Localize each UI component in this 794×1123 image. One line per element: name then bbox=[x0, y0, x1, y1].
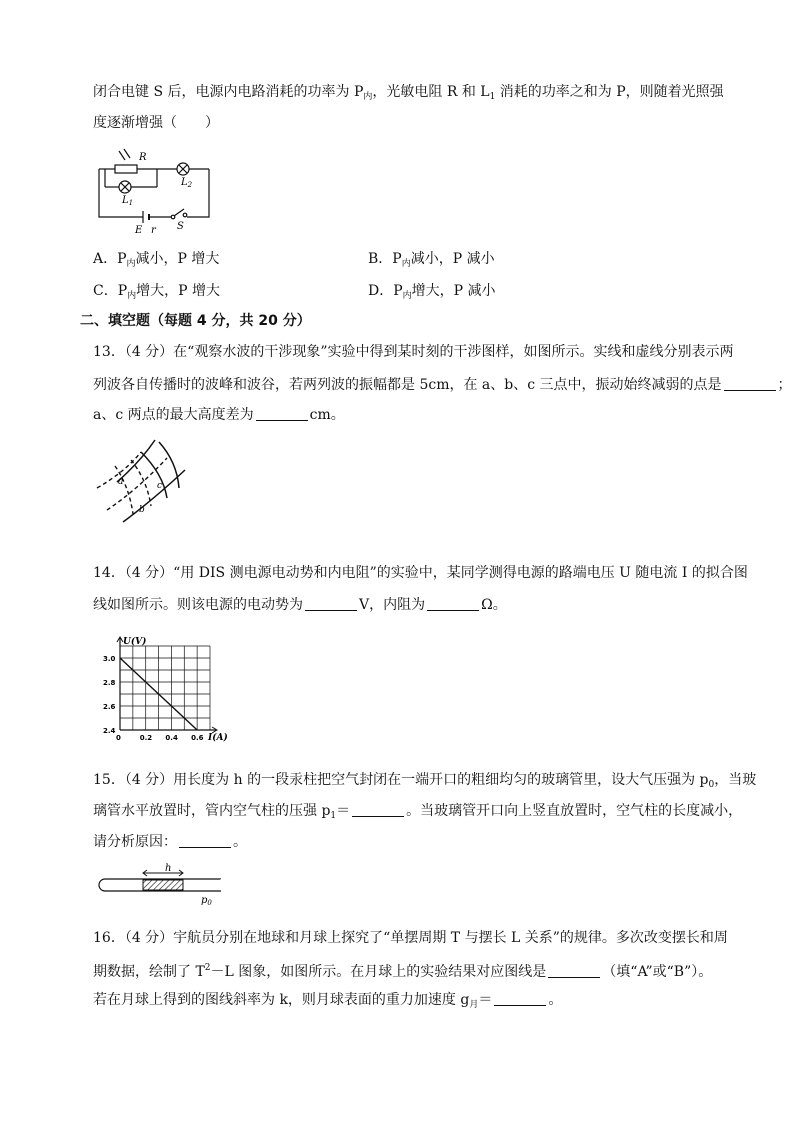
q16-blank-2[interactable] bbox=[494, 991, 546, 1006]
label-E: E bbox=[135, 225, 143, 236]
label-L1: $L_1$ bbox=[122, 195, 134, 207]
chart-x-axis-label: I(A) bbox=[208, 733, 228, 743]
y-tick-label: 2.8 bbox=[103, 679, 116, 687]
q13-interference-figure bbox=[95, 440, 195, 530]
x-tick-label: 0.4 bbox=[165, 734, 178, 742]
q12-option-a[interactable]: A．$P_内$减小，P 增大 bbox=[93, 251, 220, 269]
point-c: c bbox=[157, 481, 163, 491]
q12-option-c[interactable]: C．$P_内$增大，P 增大 bbox=[93, 283, 221, 301]
y-tick-label: 2.4 bbox=[103, 727, 116, 735]
q15-line2: 璃管水平放置时，管内空气柱的压强 $p_1=$ 。当玻璃管开口向上竖直放置时，空气柱的长度减小， bbox=[93, 803, 743, 821]
x-tick-label: 0.6 bbox=[191, 734, 204, 742]
q13-blank-2[interactable] bbox=[256, 406, 308, 421]
chart-axes bbox=[117, 637, 217, 733]
section-heading-fill-blank: 二、填空题（每题 4 分，共 20 分） bbox=[80, 313, 311, 329]
chart-grid bbox=[120, 646, 210, 730]
label-S: S bbox=[177, 221, 184, 232]
q12-stem-line1: 闭合电键 S 后，电源内电路消耗的功率为 $P_内$，光敏电阻 R 和 $L_1$ 消耗的功率之和为 P，则随着光照强 bbox=[93, 84, 724, 102]
q13-line3: a、c 两点的最大高度差为 cm。 bbox=[93, 407, 345, 423]
q14-line2: 线如图所示。则该电源的电动势为 V，内阻为 Ω。 bbox=[93, 597, 507, 613]
q15-blank-1[interactable] bbox=[352, 802, 404, 817]
x-tick-label: 0 bbox=[116, 734, 121, 742]
q15-line3: 请分析原因： 。 bbox=[93, 834, 247, 850]
q16-blank-1[interactable] bbox=[548, 963, 600, 978]
q15-line1: 15．（4 分）用长度为 h 的一段汞柱把空气封闭在一端开口的粗细均匀的玻璃管里，设大气压强为 $p_0$，当玻 bbox=[93, 772, 757, 790]
label-r: r bbox=[151, 225, 156, 236]
q16-line2: 期数据，绘制了 $T^2-L$ 图象，如图所示。在月球上的实验结果对应图线是 （填“A”或“B”）。 bbox=[93, 963, 713, 980]
q12-stem-line2: 度逐渐增强（ ） bbox=[93, 115, 219, 131]
q14-ui-chart bbox=[100, 632, 230, 742]
q12-circuit-figure bbox=[93, 143, 218, 236]
x-tick-label: 0.2 bbox=[139, 734, 153, 742]
label-L2: $L_2$ bbox=[181, 177, 193, 189]
q15-blank-2[interactable] bbox=[179, 833, 231, 848]
q14-blank-1[interactable] bbox=[305, 596, 357, 611]
q13-blank-1[interactable] bbox=[724, 376, 776, 391]
q12-option-d[interactable]: D．$P_内$增大，P 减小 bbox=[368, 283, 496, 301]
q16-line3: 若在月球上得到的图线斜率为 k，则月球表面的重力加速度 $g_月=$ 。 bbox=[93, 992, 563, 1010]
q12-option-b[interactable]: B．$P_内$减小，P 减小 bbox=[368, 251, 495, 269]
q15-glass-tube-figure bbox=[93, 865, 233, 905]
point-a: a bbox=[118, 477, 124, 487]
q14-line1: 14．（4 分）“用 DIS 测电源电动势和内电阻”的实验中，某同学测得电源的路端电压 U 随电流 I 的拟合图 bbox=[93, 565, 748, 581]
label-p0: $p_0$ bbox=[201, 895, 212, 907]
y-tick-label: 3.0 bbox=[103, 655, 116, 663]
q13-line2: 列波各自传播时的波峰和波谷，若两列波的振幅都是 5cm，在 a、b、c 三点中，振动始终减弱的点是 ； bbox=[93, 377, 792, 393]
y-tick-label: 2.6 bbox=[103, 703, 116, 711]
chart-y-axis-label: U(V) bbox=[123, 637, 147, 647]
q13-line1: 13．（4 分）在“观察水波的干涉现象”实验中得到某时刻的干涉图样，如图所示。实线和虚线分别表示两 bbox=[93, 344, 734, 360]
q16-line1: 16．（4 分）宇航员分别在地球和月球上探究了“单摆周期 T 与摆长 L 关系”的规律。多次改变摆长和周 bbox=[93, 930, 728, 946]
q14-blank-2[interactable] bbox=[427, 596, 479, 611]
point-b: b bbox=[139, 505, 145, 515]
label-h: h bbox=[165, 863, 172, 874]
label-R: R bbox=[139, 152, 147, 163]
chart-tick-labels bbox=[103, 655, 204, 742]
